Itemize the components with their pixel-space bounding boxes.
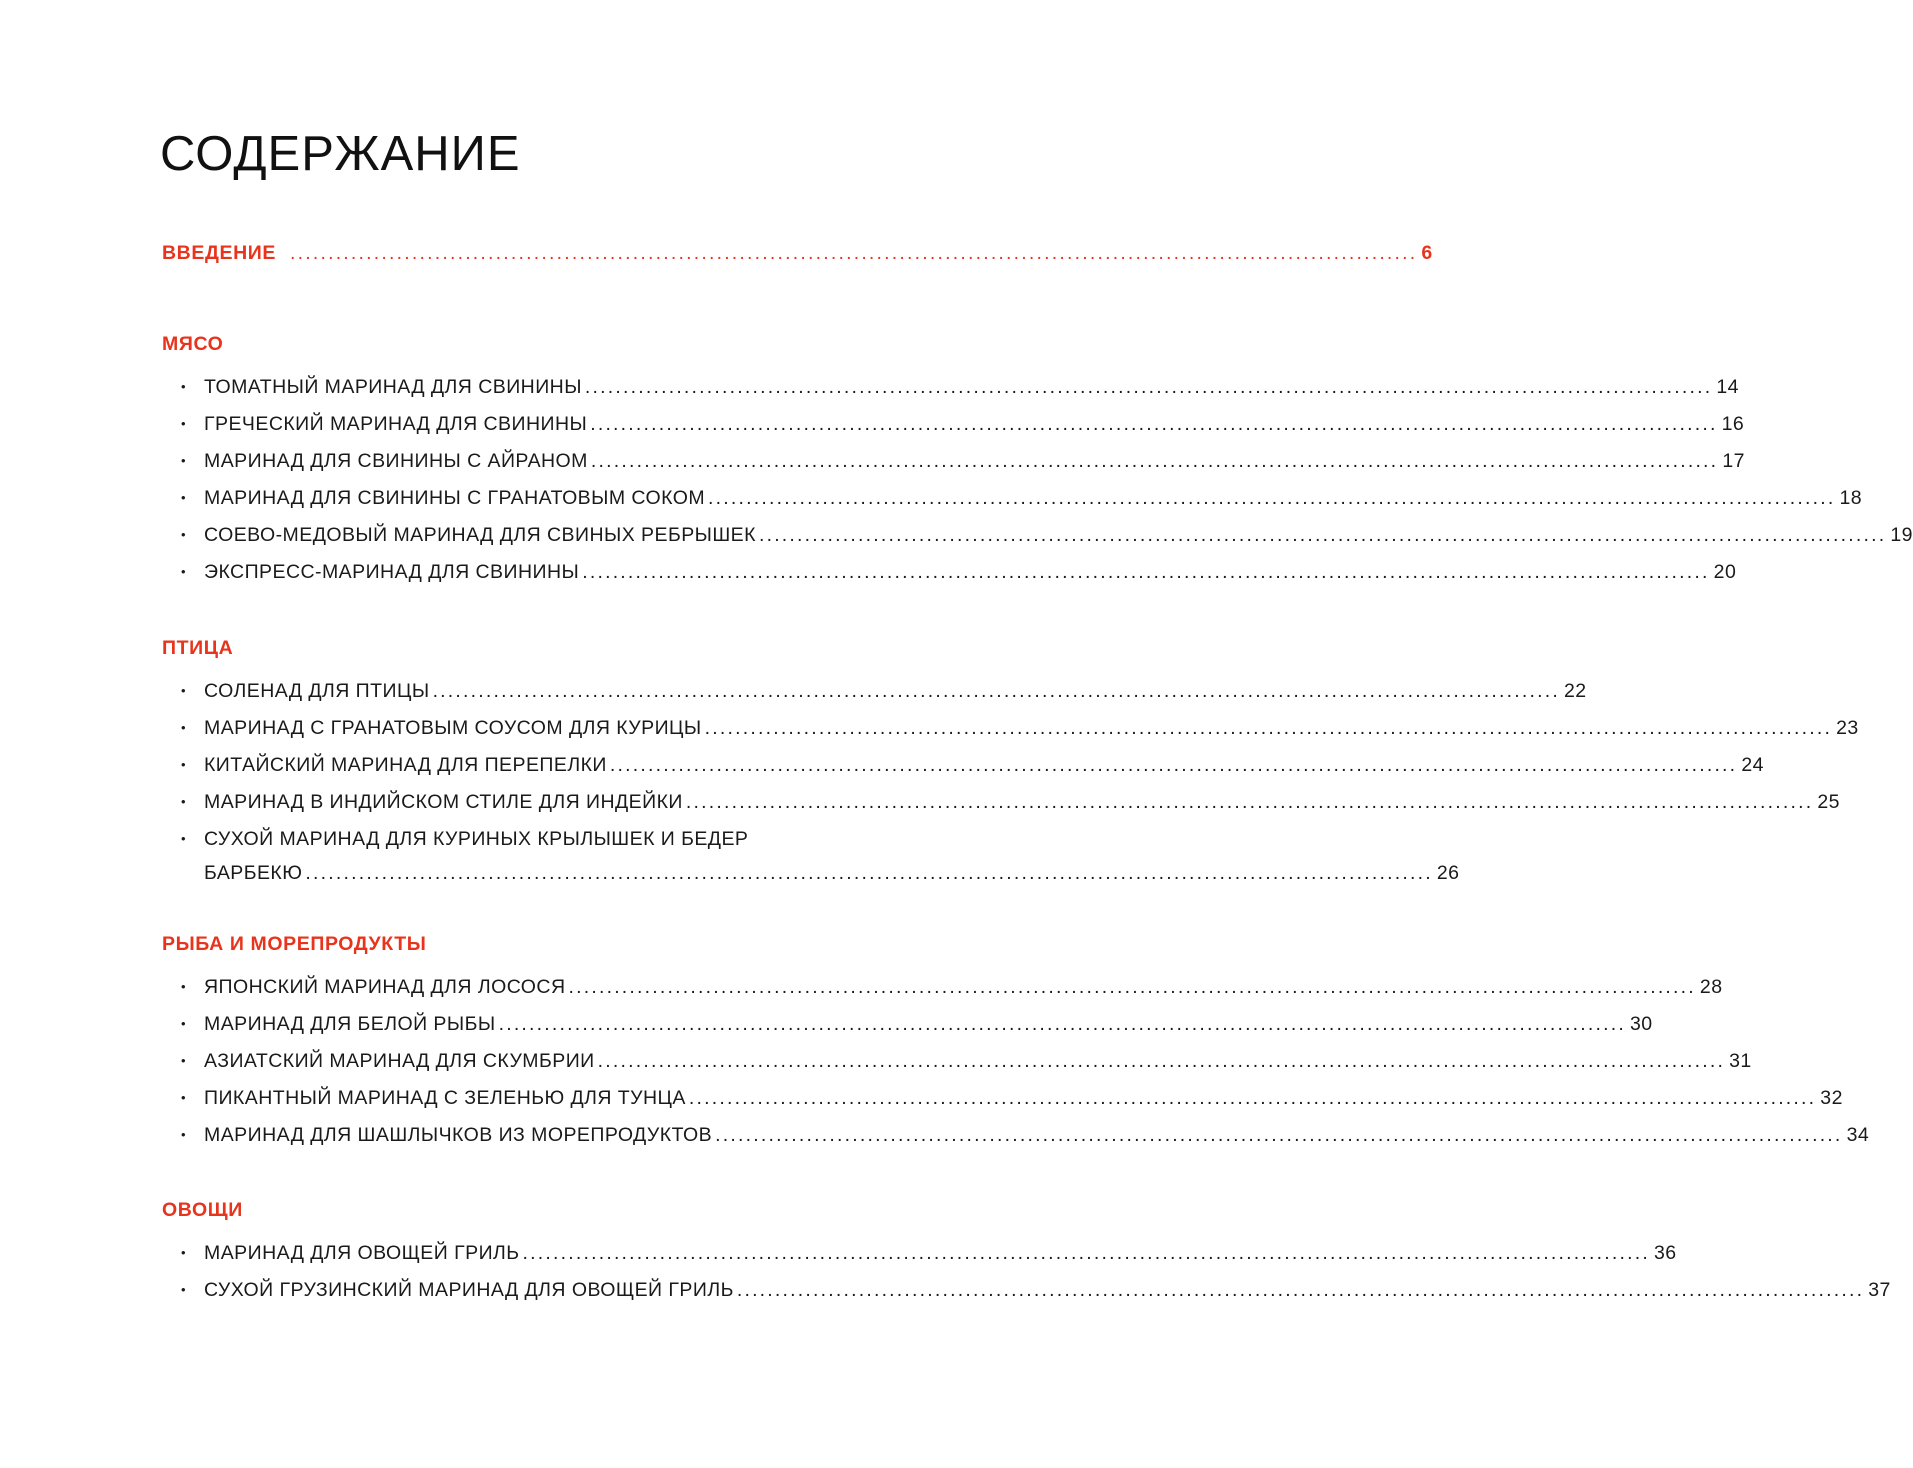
bullet-icon: • bbox=[181, 979, 187, 994]
bullet-icon: • bbox=[181, 1053, 187, 1068]
toc-entry-label: МАРИНАД ДЛЯ БЕЛОЙ РЫБЫ bbox=[204, 1013, 496, 1035]
bullet-icon: • bbox=[181, 564, 187, 579]
toc-entry-list bbox=[162, 1236, 1891, 1307]
toc-entry-page: 19 bbox=[1890, 524, 1913, 546]
toc-entry-page: 24 bbox=[1741, 754, 1764, 776]
toc-entry[interactable] bbox=[162, 711, 1859, 745]
toc-entry-page: 30 bbox=[1630, 1013, 1653, 1035]
toc-entry-label: МАРИНАД ДЛЯ СВИНИНЫ С ГРАНАТОВЫМ СОКОМ bbox=[204, 487, 706, 509]
toc-entry-label: МАРИНАД В ИНДИЙСКОМ СТИЛЕ ДЛЯ ИНДЕЙКИ bbox=[204, 791, 683, 813]
toc-entry-page: 34 bbox=[1846, 1124, 1870, 1146]
section-title: РЫБА И МОРЕПРОДУКТЫ bbox=[162, 933, 427, 955]
toc-entry[interactable] bbox=[162, 518, 1913, 552]
toc-entry-page: 14 bbox=[1716, 376, 1739, 398]
toc-entry-list bbox=[162, 970, 1870, 1152]
bullet-icon: • bbox=[181, 757, 187, 772]
dot-leader: .................................................................................................................................................... bbox=[289, 242, 1418, 264]
toc-entry[interactable] bbox=[162, 970, 1723, 1004]
toc-entry-label: МАРИНАД ДЛЯ ШАШЛЫЧКОВ ИЗ МОРЕПРОДУКТОВ bbox=[204, 1124, 713, 1146]
toc-entry[interactable] bbox=[162, 1007, 1653, 1041]
toc-entry-page: 36 bbox=[1653, 1242, 1677, 1264]
toc-entry[interactable] bbox=[162, 1236, 1677, 1270]
toc-entry-page: 26 bbox=[1436, 862, 1460, 884]
dot-leader: .................................................................................................................................................... bbox=[522, 1242, 1650, 1264]
bullet-icon: • bbox=[181, 683, 187, 698]
bullet-icon: • bbox=[181, 453, 187, 468]
toc-entry-label: БАРБЕКЮ bbox=[204, 862, 303, 884]
toc-entry[interactable] bbox=[162, 785, 1840, 819]
dot-leader: .................................................................................................................................................... bbox=[758, 524, 1887, 546]
toc-entry-label: МАРИНАД ДЛЯ СВИНИНЫ С АЙРАНОМ bbox=[204, 450, 588, 472]
bullet-icon: • bbox=[181, 490, 187, 505]
toc-section-fish-seafood bbox=[162, 928, 1870, 1155]
bullet-icon: • bbox=[181, 1090, 187, 1105]
toc-entry-label: СУХОЙ ГРУЗИНСКИЙ МАРИНАД ДЛЯ ОВОЩЕЙ ГРИЛЬ bbox=[204, 1279, 734, 1301]
bullet-icon: • bbox=[181, 794, 187, 809]
toc-entry-label: СОЕВО-МЕДОВЫЙ МАРИНАД ДЛЯ СВИНЫХ РЕБРЫШЕК bbox=[204, 524, 756, 546]
bullet-icon: • bbox=[181, 527, 187, 542]
toc-section-poultry bbox=[162, 632, 1859, 893]
toc-entry-page: 18 bbox=[1839, 487, 1863, 509]
toc-entry[interactable] bbox=[162, 674, 1587, 708]
bullet-icon: • bbox=[181, 1282, 187, 1297]
dot-leader: .................................................................................................................................................... bbox=[498, 1013, 1627, 1035]
dot-leader: .................................................................................................................................................... bbox=[708, 487, 1836, 509]
bullet-icon: • bbox=[181, 1245, 187, 1260]
dot-leader: .................................................................................................................................................... bbox=[568, 976, 1696, 998]
bullet-icon: • bbox=[181, 831, 187, 846]
toc-entry[interactable] bbox=[162, 1081, 1843, 1115]
toc-entry[interactable] bbox=[162, 481, 1863, 515]
dot-leader: .................................................................................................................................................... bbox=[590, 413, 1718, 435]
toc-entry-label: ГРЕЧЕСКИЙ МАРИНАД ДЛЯ СВИНИНЫ bbox=[204, 413, 588, 435]
toc-entry-label: ТОМАТНЫЙ МАРИНАД ДЛЯ СВИНИНЫ bbox=[204, 376, 582, 398]
toc-entry[interactable] bbox=[162, 822, 1460, 890]
dot-leader: .................................................................................................................................................... bbox=[432, 680, 1560, 702]
toc-entry-label: ЯПОНСКИЙ МАРИНАД ДЛЯ ЛОСОСЯ bbox=[204, 976, 566, 998]
toc-entry-page: 31 bbox=[1729, 1050, 1752, 1072]
toc-entry-page: 22 bbox=[1564, 680, 1587, 702]
toc-entry-label: МАРИНАД ДЛЯ ОВОЩЕЙ ГРИЛЬ bbox=[204, 1242, 520, 1264]
page-title: СОДЕРЖАНИЕ bbox=[160, 127, 521, 181]
toc-entry-introduction[interactable] bbox=[162, 242, 1433, 272]
toc-entry-page: 20 bbox=[1713, 561, 1737, 583]
toc-entry-label: СОЛЕНАД ДЛЯ ПТИЦЫ bbox=[204, 680, 430, 702]
toc-entry[interactable] bbox=[162, 370, 1739, 404]
toc-entry[interactable] bbox=[162, 407, 1745, 441]
toc-entry-label: КИТАЙСКИЙ МАРИНАД ДЛЯ ПЕРЕПЕЛКИ bbox=[204, 754, 607, 776]
toc-entry[interactable] bbox=[162, 1044, 1752, 1078]
toc-entry-page: 16 bbox=[1721, 413, 1745, 435]
toc-entry[interactable] bbox=[162, 748, 1764, 782]
toc-entry-page: 25 bbox=[1817, 791, 1840, 813]
dot-leader: .................................................................................................................................................... bbox=[688, 1087, 1817, 1109]
toc-entry-page: 23 bbox=[1836, 717, 1859, 739]
toc-entry-label-line1: СУХОЙ МАРИНАД ДЛЯ КУРИНЫХ КРЫЛЫШЕК И БЕДЕР bbox=[204, 828, 749, 850]
toc-entry-list bbox=[162, 674, 1859, 890]
dot-leader: .................................................................................................................................................... bbox=[609, 754, 1738, 776]
dot-leader: .................................................................................................................................................... bbox=[582, 561, 1710, 583]
toc-section-vegetables bbox=[162, 1194, 1891, 1310]
dot-leader: .................................................................................................................................................... bbox=[584, 376, 1713, 398]
section-title: ОВОЩИ bbox=[162, 1199, 243, 1221]
toc-entry[interactable] bbox=[162, 1273, 1891, 1307]
toc-entry-label: ЭКСПРЕСС-МАРИНАД ДЛЯ СВИНИНЫ bbox=[204, 561, 580, 583]
toc-entry-page: 32 bbox=[1820, 1087, 1843, 1109]
toc-entry-label: МАРИНАД С ГРАНАТОВЫМ СОУСОМ ДЛЯ КУРИЦЫ bbox=[204, 717, 702, 739]
toc-entry-page: 37 bbox=[1868, 1279, 1891, 1301]
toc-entry-list bbox=[162, 370, 1913, 589]
toc-entry[interactable] bbox=[162, 555, 1737, 589]
bullet-icon: • bbox=[181, 416, 187, 431]
bullet-icon: • bbox=[181, 1016, 187, 1031]
dot-leader: .................................................................................................................................................... bbox=[736, 1279, 1865, 1301]
toc-entry-label: АЗИАТСКИЙ МАРИНАД ДЛЯ СКУМБРИИ bbox=[204, 1050, 595, 1072]
toc-entry-page: 6 bbox=[1421, 242, 1433, 264]
dot-leader: .................................................................................................................................................... bbox=[597, 1050, 1726, 1072]
toc-entry-label: ВВЕДЕНИЕ bbox=[162, 242, 276, 264]
section-title: ПТИЦА bbox=[162, 637, 234, 659]
toc-entry-page: 28 bbox=[1699, 976, 1723, 998]
toc-section-meat bbox=[162, 328, 1913, 592]
section-title: МЯСО bbox=[162, 333, 224, 355]
dot-leader: .................................................................................................................................................... bbox=[590, 450, 1719, 472]
dot-leader: .................................................................................................................................................... bbox=[685, 791, 1814, 813]
bullet-icon: • bbox=[181, 379, 187, 394]
toc-entry-page: 17 bbox=[1722, 450, 1745, 472]
dot-leader: .................................................................................................................................................... bbox=[305, 862, 1433, 884]
toc-entry-label: ПИКАНТНЫЙ МАРИНАД С ЗЕЛЕНЬЮ ДЛЯ ТУНЦА bbox=[204, 1087, 686, 1109]
bullet-icon: • bbox=[181, 1127, 187, 1142]
bullet-icon: • bbox=[181, 720, 187, 735]
dot-leader: .................................................................................................................................................... bbox=[715, 1124, 1843, 1146]
toc-entry[interactable] bbox=[162, 444, 1745, 478]
dot-leader: .................................................................................................................................................... bbox=[704, 717, 1833, 739]
toc-entry[interactable] bbox=[162, 1118, 1870, 1152]
